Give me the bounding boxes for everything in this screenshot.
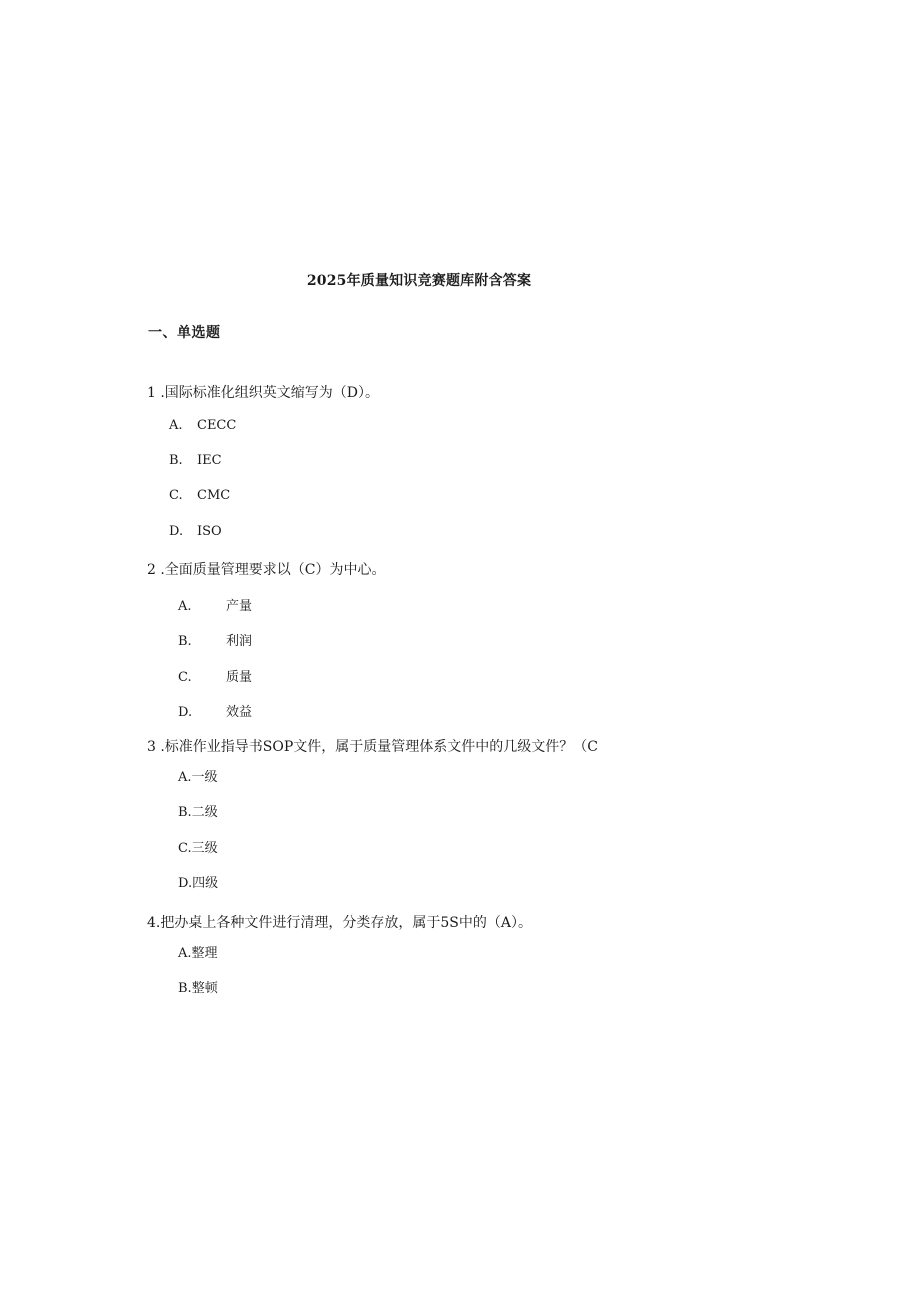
option-letter: D. <box>169 524 184 539</box>
option-text: 一级 <box>191 770 218 785</box>
question-1-option-c <box>169 488 230 503</box>
option-text: ISO <box>197 524 222 539</box>
option-text: 整理 <box>191 946 218 961</box>
option-letter: C. <box>178 841 192 856</box>
option-letter: B. <box>178 981 192 996</box>
option-letter: B. <box>178 634 192 649</box>
option-text: 整顿 <box>191 981 218 996</box>
option-letter: A. <box>178 770 192 785</box>
option-letter: A. <box>169 418 183 433</box>
option-text: 利润 <box>226 634 253 649</box>
question-2-option-d <box>178 701 252 720</box>
option-letter: A. <box>178 599 192 614</box>
question-4-option-b <box>178 977 218 996</box>
question-1-option-a <box>169 418 236 433</box>
option-text: 四级 <box>192 876 219 891</box>
question-2-option-a <box>178 595 252 614</box>
option-letter: A. <box>178 946 192 961</box>
option-letter: D. <box>178 705 193 720</box>
question-2-option-b <box>178 630 252 649</box>
question-1-option-b <box>169 453 222 468</box>
question-2-option-c <box>178 666 252 685</box>
question-4-stem: 4.把办桌上各种文件进行清理，分类存放，属于5S中的（A）。 <box>147 915 532 931</box>
question-3-option-a <box>178 766 218 785</box>
question-1-stem: 1 .国际标准化组织英文缩写为（D）。 <box>147 385 380 401</box>
option-text: 产量 <box>226 599 253 614</box>
option-text: CECC <box>197 418 237 433</box>
question-3-stem: 3 .标准作业指导书SOP文件，属于质量管理体系文件中的几级文件？（C <box>147 739 599 755</box>
option-text: 效益 <box>226 705 253 720</box>
option-text: CMC <box>197 488 231 503</box>
option-text: 质量 <box>226 670 253 685</box>
section-heading: 一、单选题 <box>148 325 221 341</box>
question-3-option-b <box>178 801 218 820</box>
question-4-option-a <box>178 942 218 961</box>
question-2-stem: 2 .全面质量管理要求以（C）为中心。 <box>147 562 386 578</box>
option-letter: C. <box>178 670 192 685</box>
question-3-option-c <box>178 837 218 856</box>
option-letter: B. <box>178 805 192 820</box>
option-letter: C. <box>169 488 183 503</box>
option-text: 二级 <box>191 805 218 820</box>
option-letter: D. <box>178 876 193 891</box>
question-3-option-d <box>178 872 218 891</box>
option-text: IEC <box>197 453 222 468</box>
document-title: 2025年质量知识竞赛题库附含答案 <box>306 273 532 289</box>
question-1-option-d <box>169 524 222 539</box>
option-letter: B. <box>169 453 183 468</box>
option-text: 三级 <box>191 841 218 856</box>
